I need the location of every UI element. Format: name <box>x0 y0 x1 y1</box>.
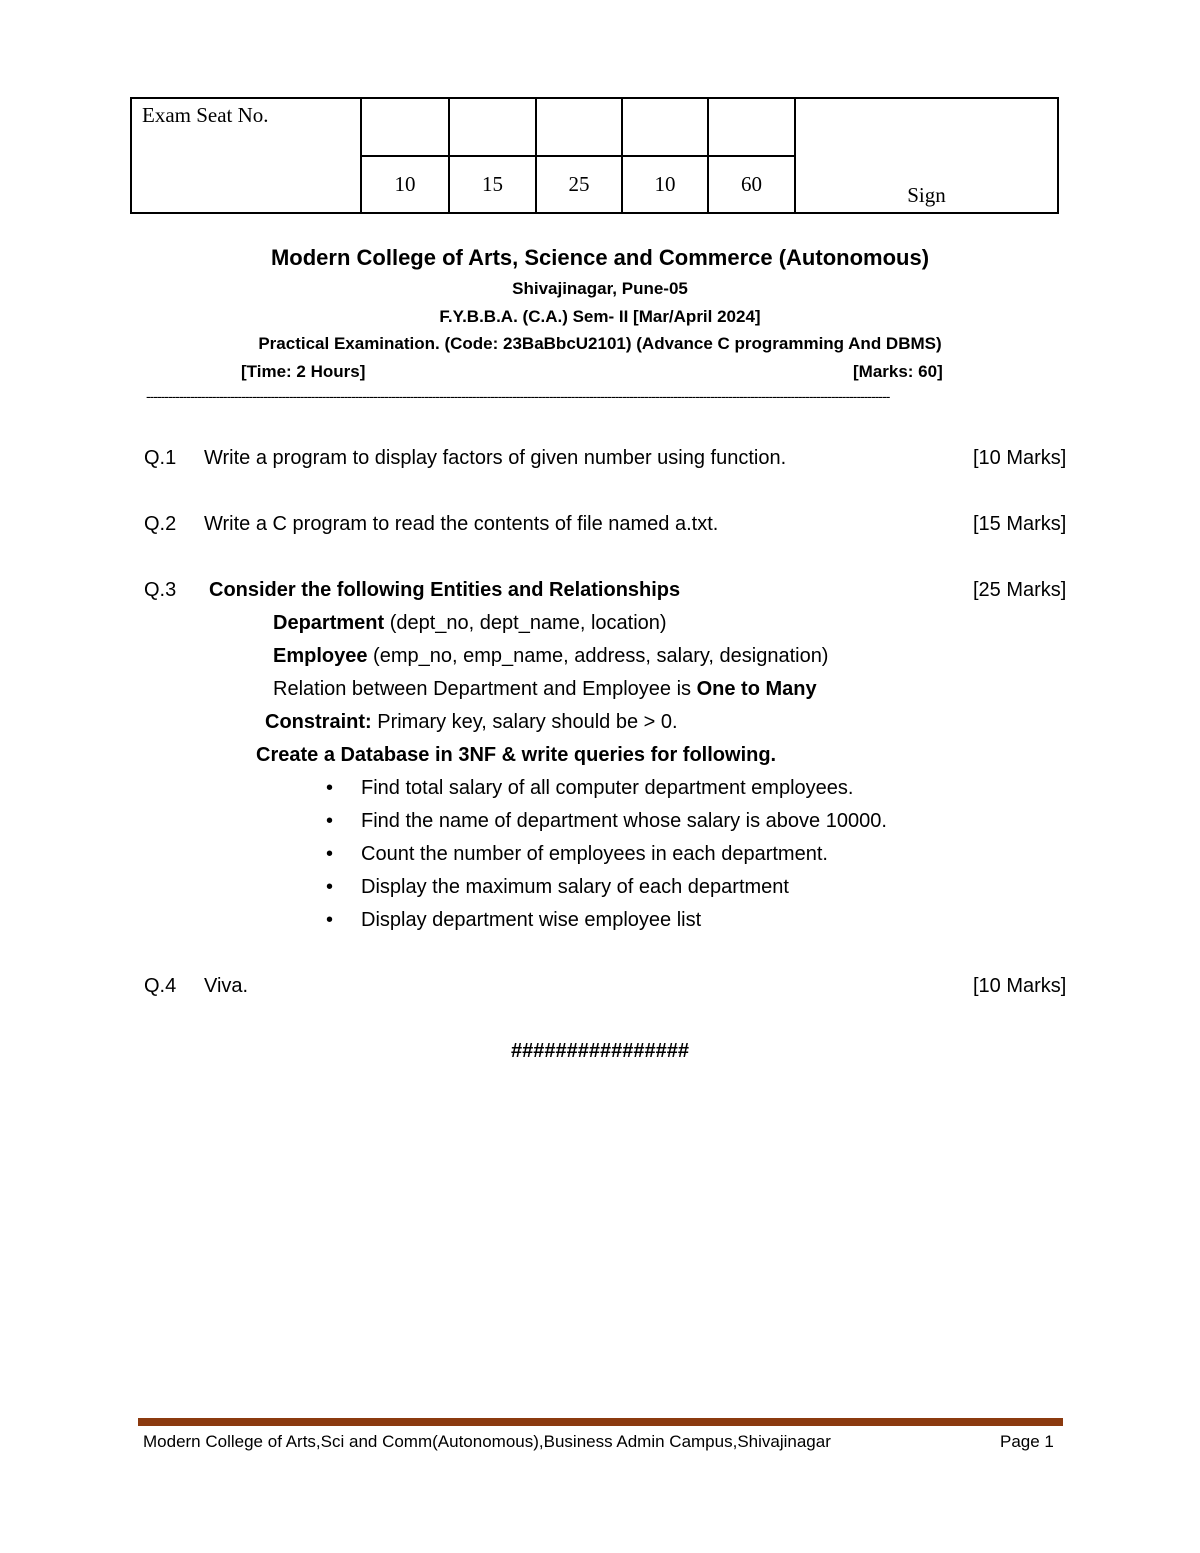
question-number: Q.4 <box>144 975 177 997</box>
create-db-instruction: Create a Database in 3NF & write queries for following. <box>256 744 777 766</box>
mark-cell: 10 <box>622 156 708 214</box>
seat-box <box>361 98 449 156</box>
entity-name: Department <box>273 612 385 634</box>
relationship-type: One to Many <box>696 678 817 700</box>
question-text: Viva. <box>204 975 249 997</box>
constraint-text: Primary key, salary should be > 0. <box>371 711 678 733</box>
exam-seat-label: Exam Seat No. <box>131 98 361 213</box>
mark-cell: 10 <box>361 156 449 214</box>
bullet-icon: • <box>326 777 334 799</box>
sign-box: Sign <box>795 98 1058 213</box>
college-address: Shivajinagar, Pune-05 <box>512 279 688 298</box>
relationship-line <box>273 678 817 701</box>
question-number: Q.2 <box>144 513 177 535</box>
bullet-icon: • <box>326 876 334 898</box>
footer-text: Modern College of Arts,Sci and Comm(Autonomous),Business Admin Campus,Shivajinagar <box>143 1432 831 1451</box>
entity-attributes: (dept_no, dept_name, location) <box>384 612 667 634</box>
footer-bar <box>138 1418 1063 1426</box>
entity-name: Employee <box>273 645 368 667</box>
query-text: Display department wise employee list <box>361 909 702 931</box>
constraint-label: Constraint: <box>265 711 372 733</box>
query-text: Count the number of employees in each department. <box>361 843 828 865</box>
seat-box <box>622 98 708 156</box>
course-title: F.Y.B.B.A. (C.A.) Sem- II [Mar/April 2024] <box>439 307 761 326</box>
question-text: Write a C program to read the contents of file named a.txt. <box>204 513 719 535</box>
entity-department <box>273 612 667 635</box>
entity-attributes: (emp_no, emp_name, address, salary, designation) <box>367 645 829 667</box>
exam-title: Practical Examination. (Code: 23BaBbcU2101) (Advance C programming And DBMS) <box>258 334 942 353</box>
query-text: Find total salary of all computer department employees. <box>361 777 854 799</box>
mark-cell: 15 <box>449 156 536 214</box>
question-marks: [25 Marks] <box>973 579 1067 601</box>
bullet-icon: • <box>326 843 334 865</box>
constraint-line <box>265 711 678 734</box>
exam-seat-table <box>130 97 1059 214</box>
college-name: Modern College of Arts, Science and Commerce (Autonomous) <box>270 245 930 270</box>
seat-box <box>708 98 795 156</box>
entity-employee <box>273 645 828 668</box>
seat-box <box>536 98 622 156</box>
exam-total-marks: [Marks: 60] <box>853 362 943 381</box>
seat-box <box>449 98 536 156</box>
question-text: Write a program to display factors of given number using function. <box>204 447 787 469</box>
question-marks: [15 Marks] <box>973 513 1067 535</box>
question-number: Q.3 <box>144 579 177 601</box>
question-marks: [10 Marks] <box>973 447 1067 469</box>
question-marks: [10 Marks] <box>973 975 1067 997</box>
bullet-icon: • <box>326 810 334 832</box>
relationship-text: Relation between Department and Employee is <box>273 678 697 700</box>
mark-cell: 25 <box>536 156 622 214</box>
bullet-icon: • <box>326 909 334 931</box>
query-text: Find the name of department whose salary is above 10000. <box>361 810 887 832</box>
exam-time: [Time: 2 Hours] <box>241 362 366 381</box>
divider-rule: ----------------------------------------------------------------------------------------------------------------------------------------------------------------------------------------------------------- <box>146 388 890 404</box>
mark-cell: 60 <box>708 156 795 214</box>
question-number: Q.1 <box>144 447 177 469</box>
query-text: Display the maximum salary of each department <box>361 876 789 898</box>
page-number: Page 1 <box>1000 1432 1054 1451</box>
end-of-paper-mark: ################ <box>511 1040 689 1062</box>
question-text: Consider the following Entities and Relationships <box>209 579 681 601</box>
